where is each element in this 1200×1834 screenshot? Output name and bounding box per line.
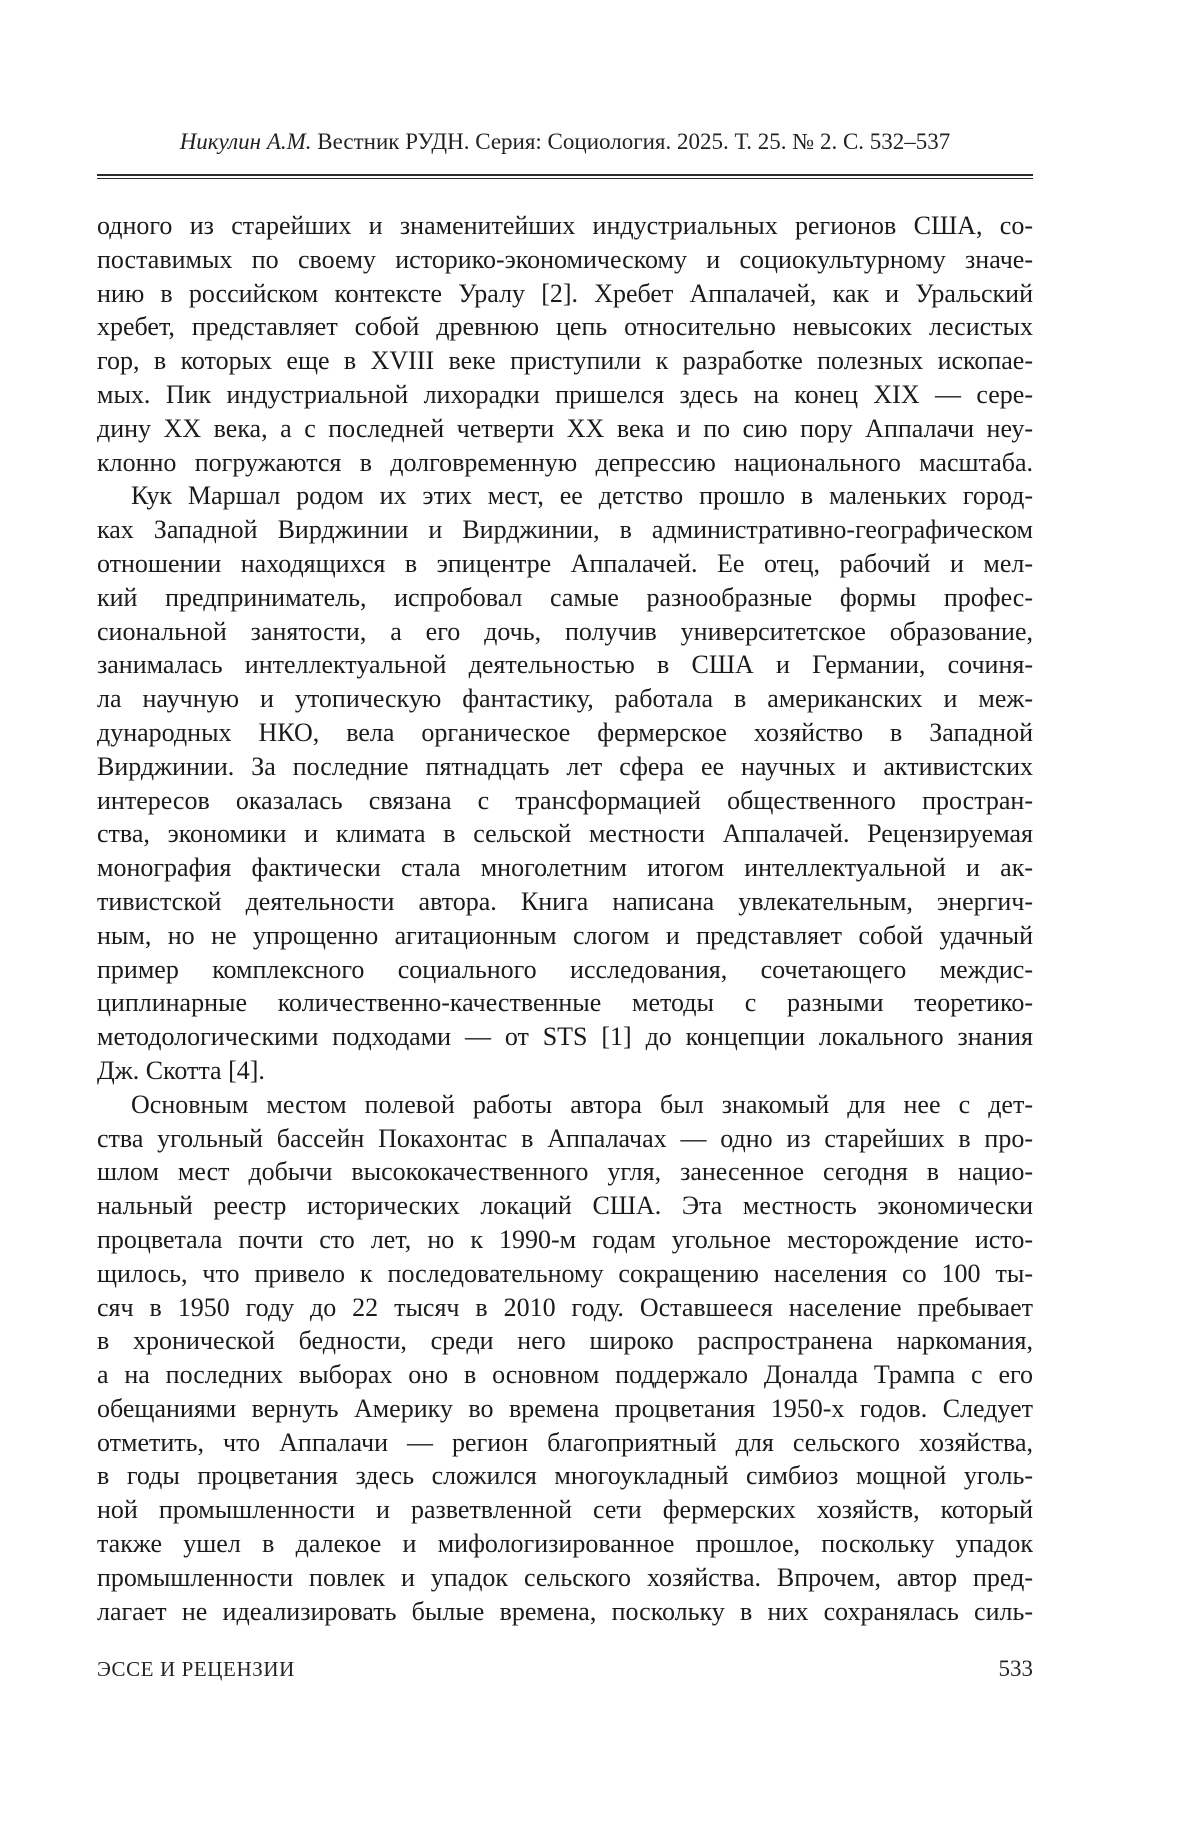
text-line: циплинарные количественно-качественные методы с разными теоретико- (97, 988, 1033, 1018)
footer-section-label: ЭССЕ И РЕЦЕНЗИИ (97, 1657, 295, 1681)
text-line: в хронической бедности, среди него широко распространена наркомания, (97, 1326, 1033, 1356)
running-header-reference: Вестник РУДН. Серия: Социология. 2025. Т. 25. № 2. С. 532–537 (311, 129, 951, 154)
text-line: ной промышленности и разветвленной сети фермерских хозяйств, который (97, 1495, 1033, 1525)
text-line: поставимых по своему историко-экономическому и социокультурному значе- (97, 244, 1033, 274)
text-line: Кук Маршал родом их этих мест, ее детство прошло в маленьких город- (131, 481, 1033, 511)
text-line: монография фактически стала многолетним итогом интеллектуальной и ак- (97, 853, 1033, 883)
text-line: кий предприниматель, испробовал самые разнообразные формы профес- (97, 582, 1033, 612)
article-body (97, 209, 1033, 1628)
text-line: нию в российском контексте Уралу [2]. Хребет Аппалачей, как и Уральский (97, 278, 1033, 308)
text-line: Вирджинии. За последние пятнадцать лет сфера ее научных и активистских (97, 751, 1033, 781)
text-line: дину XX века, а с последней четверти XX века и по сию пору Аппалачи неу- (97, 413, 1033, 443)
text-line: ла научную и утопическую фантастику, работала в американских и меж- (97, 684, 1033, 714)
text-line: дународных НКО, вела органическое фермерское хозяйство в Западной (97, 717, 1033, 747)
text-line: хребет, представляет собой древнюю цепь относительно невысоких лесистых (97, 312, 1033, 342)
text-line: Дж. Скотта [4]. (97, 1055, 265, 1085)
text-line: ства, экономики и климата в сельской местности Аппалачей. Рецензируемая (97, 819, 1033, 849)
text-line: нальный реестр исторических локаций США. Эта местность экономически (97, 1191, 1033, 1221)
text-line: методологическими подходами — от STS [1] до концепции локального знания (97, 1022, 1033, 1052)
text-line: интересов оказалась связана с трансформацией общественного простран- (97, 785, 1033, 815)
footer-page-number: 533 (998, 1656, 1033, 1681)
text-line: Основным местом полевой работы автора был знакомый для нее с дет- (131, 1089, 1033, 1119)
text-line: мых. Пик индустриальной лихорадки пришелся здесь на конец XIX — сере- (97, 379, 1033, 409)
text-line: в годы процветания здесь сложился многоукладный симбиоз мощной уголь- (97, 1461, 1033, 1491)
text-line: клонно погружаются в долговременную депрессию национального масштаба. (97, 447, 1033, 477)
text-line: щилось, что привело к последовательному сокращению населения со 100 ты- (97, 1258, 1033, 1288)
text-line: сяч в 1950 году до 22 тысяч в 2010 году. Оставшееся население пребывает (97, 1292, 1033, 1322)
text-line: ках Западной Вирджинии и Вирджинии, в административно-географическом (97, 515, 1033, 545)
text-line: ства угольный бассейн Покахонтас в Аппалачах — одно из старейших в про- (97, 1123, 1033, 1153)
text-line: отношении находящихся в эпицентре Аппалачей. Ее отец, рабочий и мел- (97, 548, 1033, 578)
text-line: пример комплексного социального исследования, сочетающего междис- (97, 954, 1033, 984)
text-line: промышленности повлек и упадок сельского хозяйства. Впрочем, автор пред- (97, 1562, 1033, 1592)
header-rule (97, 174, 1033, 179)
text-line: отметить, что Аппалачи — регион благоприятный для сельского хозяйства, (97, 1427, 1033, 1457)
text-line: шлом мест добычи высококачественного угля, занесенное сегодня в нацио- (97, 1157, 1033, 1187)
text-line: тивистской деятельности автора. Книга написана увлекательным, энергич- (97, 886, 1033, 916)
running-header-author: Никулин А.М. (179, 129, 312, 154)
text-line: гор, в которых еще в XVIII веке приступили к разработке полезных ископае- (97, 346, 1033, 376)
text-line: а на последних выборах оно в основном поддержало Доналда Трампа с его (97, 1360, 1033, 1390)
running-header (97, 128, 1033, 156)
text-line: ным, но не упрощенно агитационным слогом и представляет собой удачный (97, 920, 1033, 950)
text-line: сиональной занятости, а его дочь, получив университетское образование, (97, 616, 1033, 646)
text-line: обещаниями вернуть Америку во времена процветания 1950-х годов. Следует (97, 1393, 1033, 1423)
text-line: одного из старейших и знаменитейших индустриальных регионов США, со- (97, 211, 1033, 240)
text-line: также ушел в далекое и мифологизированное прошлое, поскольку упадок (97, 1529, 1033, 1559)
page-footer (97, 1656, 1033, 1682)
text-line: лагает не идеализировать былые времена, поскольку в них сохранялась силь- (97, 1596, 1033, 1626)
text-line: процветала почти сто лет, но к 1990-м годам угольное месторождение исто- (97, 1224, 1033, 1254)
text-line: занималась интеллектуальной деятельностью в США и Германии, сочиня- (97, 650, 1033, 680)
